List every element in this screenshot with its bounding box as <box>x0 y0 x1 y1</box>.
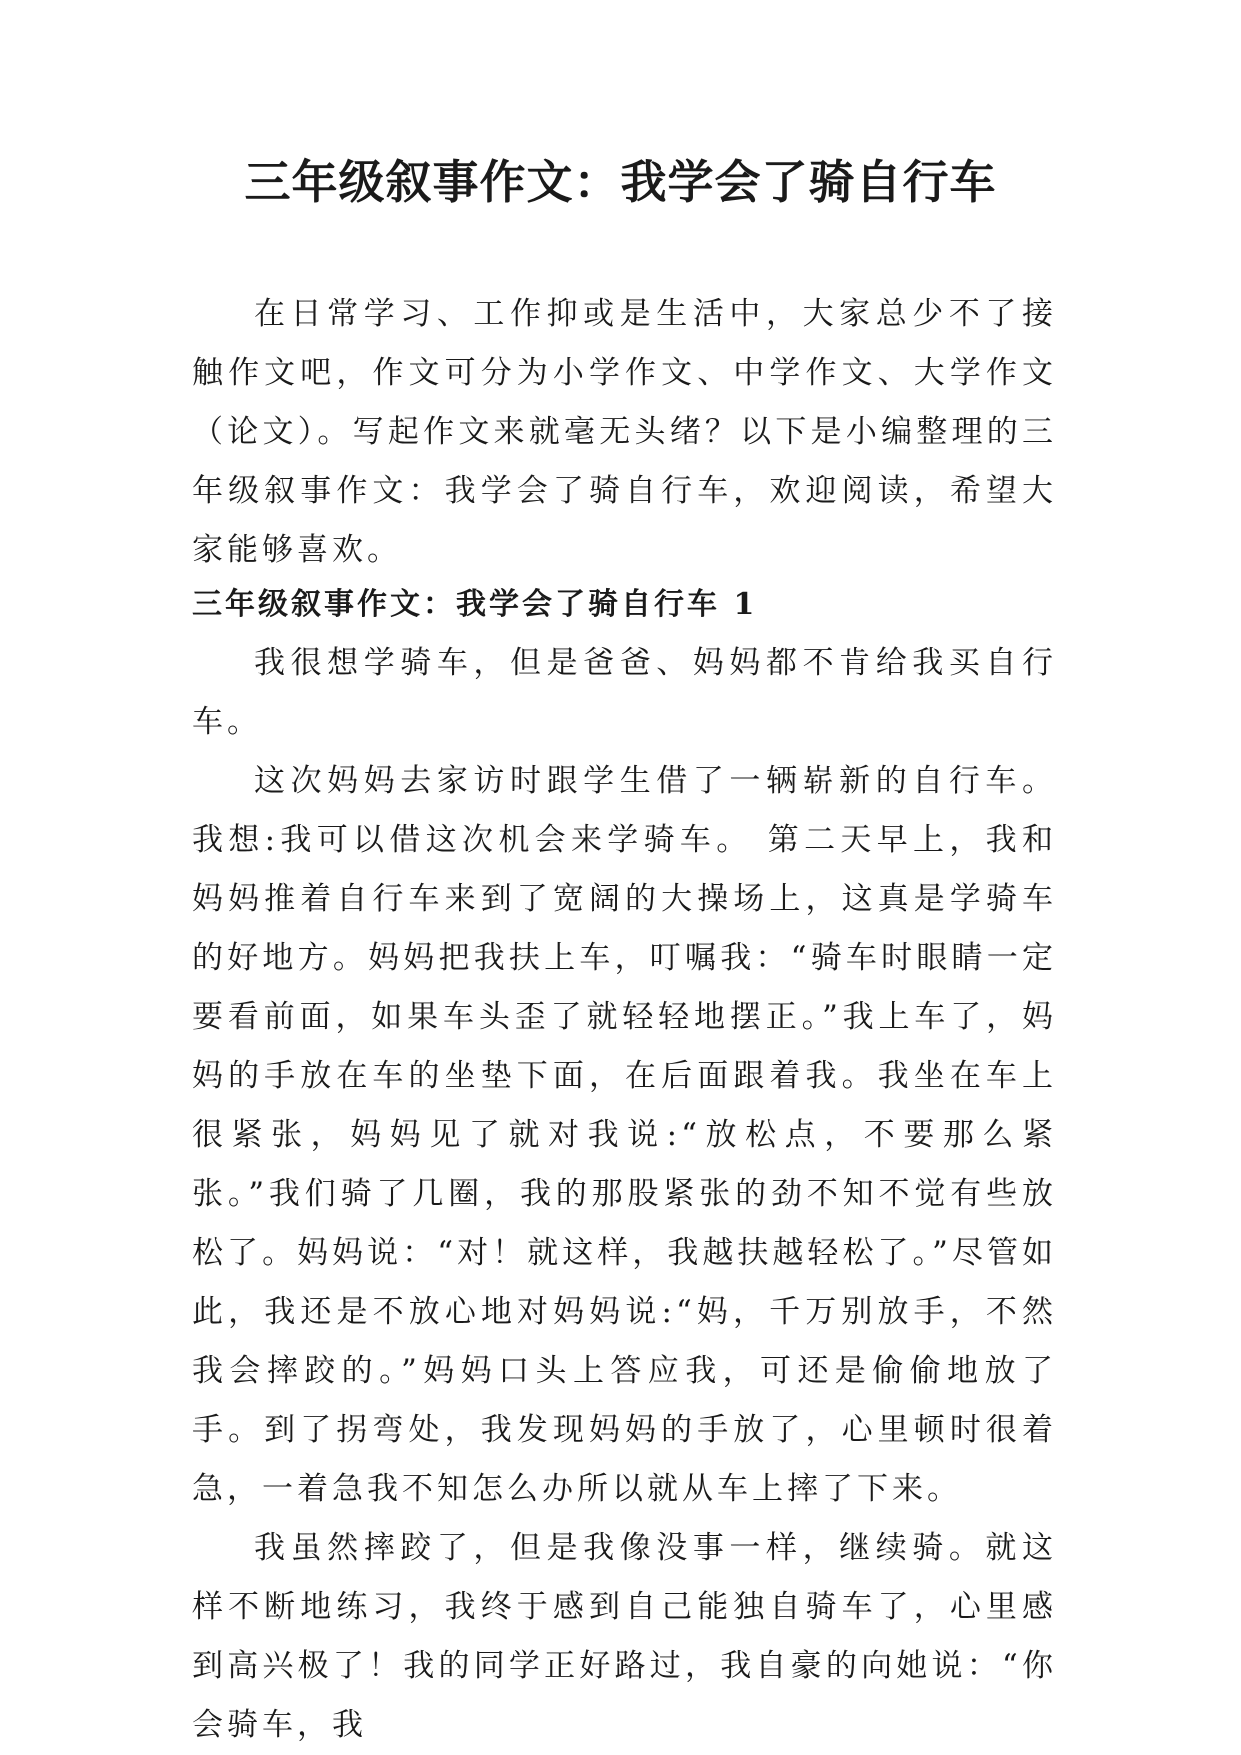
intro-paragraph: 在日常学习、工作抑或是生活中，大家总少不了接触作文吧，作文可分为小学作文、中学作文、大学作文（论文）。写起作文来就毫无头绪？以下是小编整理的三年级叙事作文：我学会了骑自行车，欢迎阅读，希望大家能够喜欢。 <box>192 296 1057 568</box>
essay-paragraph: 我虽然摔跤了，但是我像没事一样，继续骑。就这样不断地练习，我终于感到自己能独自骑车了，心里感到高兴极了！我的同学正好路过，我自豪的向她说：“你会骑车，我 <box>192 1530 1057 1743</box>
document-title: 三年级叙事作文：我学会了骑自行车 <box>244 155 997 209</box>
section-heading: 三年级叙事作文：我学会了骑自行车 1 <box>192 587 758 622</box>
essay-paragraph: 这次妈妈去家访时跟学生借了一辆崭新的自行车。我想:我可以借这次机会来学骑车。 第二天早上，我和妈妈推着自行车来到了宽阔的大操场上，这真是学骑车的好地方。妈妈把我扶上车，叮嘱我：“骑车时眼睛一定要看前面，如果车头歪了就轻轻地摆正。”我上车了，妈妈的手放在车的坐垫下面，在后面跟着我。我坐在车上很紧张，妈妈见了就对我说:“放松点，不要那么紧张。”我们骑了几圈，我的那股紧张的劲不知不觉有些放松了。妈妈说：“对！就这样，我越扶越轻松了。”尽管如此，我还是不放心地对妈妈说:“妈，千万别放手，不然我会摔跤的。”妈妈口头上答应我，可还是偷偷地放了手。到了拐弯处，我发现妈妈的手放了，心里顿时很着急，一着急我不知怎么办所以就从车上摔了下来。 <box>192 763 1057 1507</box>
essay-body <box>192 634 1057 1755</box>
essay-paragraph: 我很想学骑车，但是爸爸、妈妈都不肯给我买自行车。 <box>192 645 1057 740</box>
